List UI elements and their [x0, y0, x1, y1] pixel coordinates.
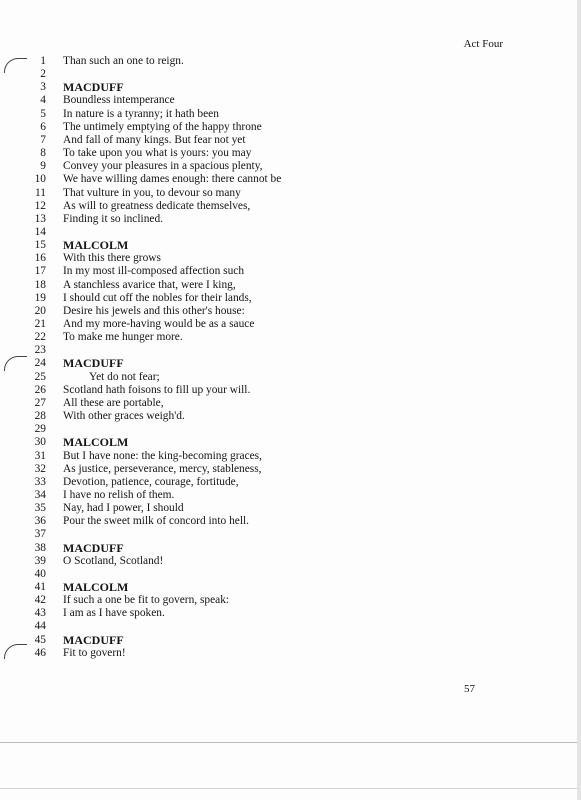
- line-number: 3: [40, 81, 46, 94]
- line-number: 22: [34, 331, 46, 344]
- script-line: [0, 292, 581, 305]
- line-number: 11: [35, 186, 46, 199]
- line-number: 38: [34, 541, 46, 554]
- script-line: [0, 476, 581, 489]
- line-number: 34: [34, 488, 46, 501]
- script-line: [0, 108, 581, 121]
- speaker-name: MACDUFF: [63, 80, 124, 95]
- script-line: [0, 187, 581, 200]
- line-number: 41: [34, 581, 46, 593]
- line-text: And my more-having would be as a sauce: [63, 318, 255, 330]
- script-line: [0, 371, 581, 384]
- script-line: [0, 265, 581, 278]
- script-line: [0, 200, 581, 213]
- line-number: 24: [34, 357, 46, 370]
- line-number: 1: [40, 55, 46, 67]
- line-text: Nay, had I power, I should: [63, 502, 184, 515]
- line-number: 31: [34, 449, 46, 462]
- line-text: And fall of many kings. But fear not yet: [63, 133, 246, 146]
- line-text: With this there grows: [63, 252, 161, 265]
- speaker-line: [0, 542, 581, 555]
- line-number: 16: [34, 252, 46, 265]
- script-line: [0, 489, 581, 502]
- speaker-name: MALCOLM: [63, 238, 129, 253]
- script-line: [0, 147, 581, 160]
- speaker-line: [0, 81, 581, 94]
- script-line: [0, 607, 581, 620]
- line-number: 43: [34, 607, 46, 620]
- script-line: [0, 213, 581, 226]
- line-number: 37: [34, 528, 46, 541]
- line-text: Desire his jewels and this other's house:: [63, 304, 245, 317]
- scan-edge-line-lower: [0, 788, 581, 789]
- script-line: [0, 68, 581, 81]
- line-text: I should cut off the nobles for their lands,: [63, 291, 252, 304]
- script-line: [0, 555, 581, 568]
- line-number: 36: [34, 515, 46, 528]
- line-text: Pour the sweet milk of concord into hell.: [63, 515, 250, 528]
- line-number: 15: [34, 239, 46, 252]
- line-number: 6: [40, 120, 46, 133]
- line-number: 32: [34, 462, 46, 475]
- line-number: 42: [34, 594, 46, 607]
- line-number: 14: [34, 225, 46, 238]
- line-number: 4: [40, 94, 46, 107]
- line-number: 17: [34, 265, 46, 278]
- line-text: Than such an one to reign.: [63, 55, 184, 67]
- line-number: 10: [34, 173, 46, 186]
- script-line: [0, 384, 581, 397]
- script-line: [0, 344, 581, 357]
- line-text: With other graces weigh'd.: [63, 410, 185, 423]
- line-text: As will to greatness dedicate themselves,: [63, 199, 251, 212]
- script-line: [0, 397, 581, 410]
- speaker-name: MACDUFF: [63, 356, 124, 371]
- script-line: [0, 318, 581, 331]
- line-number: 26: [34, 383, 46, 396]
- script-line: [0, 55, 581, 68]
- speaker-line: [0, 634, 581, 647]
- line-text: Boundless intemperance: [63, 94, 175, 107]
- scan-right-edge: [577, 0, 581, 800]
- line-text: Convey your pleasures in a spacious plenty,: [63, 160, 263, 173]
- script-line: [0, 502, 581, 515]
- script-line: [0, 423, 581, 436]
- script-line: [0, 160, 581, 173]
- line-number: 19: [34, 291, 46, 304]
- speaker-line: [0, 436, 581, 449]
- line-text: O Scotland, Scotland!: [63, 554, 164, 567]
- script-line: [0, 94, 581, 107]
- script-line: [0, 528, 581, 541]
- line-number: 33: [34, 475, 46, 488]
- script-line: [0, 331, 581, 344]
- line-text: That vulture in you, to devour so many: [63, 186, 241, 199]
- script-line: [0, 463, 581, 476]
- script-line: [0, 568, 581, 581]
- line-text: Fit to govern!: [63, 646, 126, 659]
- speaker-line: [0, 581, 581, 594]
- act-header: Act Four: [463, 38, 503, 50]
- line-text: In nature is a tyranny; it hath been: [63, 107, 219, 120]
- line-number: 28: [34, 410, 46, 423]
- line-text: Devotion, patience, courage, fortitude,: [63, 475, 239, 488]
- speaker-name: MALCOLM: [63, 435, 129, 450]
- line-text: In my most ill-composed affection such: [63, 265, 245, 278]
- line-number: 40: [34, 567, 46, 580]
- line-number: 8: [40, 147, 46, 160]
- line-text: All these are portable,: [63, 396, 164, 409]
- line-text: If such a one be fit to govern, speak:: [63, 594, 230, 607]
- script-line: [0, 647, 581, 660]
- line-number: 25: [34, 370, 46, 383]
- speaker-name: MALCOLM: [63, 580, 129, 594]
- line-text: To take upon you what is yours: you may: [63, 147, 252, 160]
- line-text: Finding it so inclined.: [63, 212, 163, 225]
- line-number: 12: [34, 199, 46, 212]
- speaker-line: [0, 239, 581, 252]
- line-number: 45: [34, 633, 46, 646]
- line-text: As justice, perseverance, mercy, stableness,: [63, 462, 262, 475]
- line-number: 20: [34, 304, 46, 317]
- line-number: 13: [34, 212, 46, 225]
- script-line: [0, 252, 581, 265]
- line-number: 44: [34, 620, 46, 633]
- script-line: [0, 450, 581, 463]
- script-line: [0, 173, 581, 186]
- line-text: A stanchless avarice that, were I king,: [63, 278, 236, 291]
- script-line: [0, 226, 581, 239]
- script-line: [0, 515, 581, 528]
- line-text: I am as I have spoken.: [63, 607, 165, 620]
- line-text: I have no relish of them.: [63, 488, 175, 501]
- line-text: But I have none: the king-becoming graces,: [63, 449, 262, 462]
- speaker-name: MACDUFF: [63, 540, 124, 555]
- line-number: 27: [34, 396, 46, 409]
- line-text: Scotland hath foisons to fill up your will.: [63, 383, 251, 396]
- line-text: Yet do not fear;: [89, 370, 160, 383]
- line-number: 5: [40, 107, 46, 120]
- line-text: The untimely emptying of the happy throne: [63, 120, 262, 133]
- line-number: 23: [34, 344, 46, 357]
- line-number: 46: [34, 646, 46, 659]
- line-number: 9: [40, 160, 46, 173]
- scan-edge-line: [0, 742, 581, 743]
- script-line: [0, 305, 581, 318]
- line-number: 29: [34, 423, 46, 436]
- script-line: [0, 594, 581, 607]
- line-number: 2: [40, 68, 46, 81]
- script-line: [0, 410, 581, 423]
- line-text: To make me hunger more.: [63, 331, 183, 344]
- line-number: 7: [40, 133, 46, 146]
- script-line: [0, 134, 581, 147]
- line-number: 21: [34, 318, 46, 330]
- script-line: [0, 121, 581, 134]
- line-number: 35: [34, 502, 46, 515]
- line-number: 39: [34, 554, 46, 567]
- script-line: [0, 620, 581, 633]
- speaker-name: MACDUFF: [63, 632, 124, 647]
- script-line: [0, 279, 581, 292]
- line-number: 18: [34, 278, 46, 291]
- line-number: 30: [34, 436, 46, 449]
- line-text: We have willing dames enough: there cannot be: [63, 173, 282, 186]
- speaker-line: [0, 357, 581, 370]
- page-number: 57: [464, 683, 475, 695]
